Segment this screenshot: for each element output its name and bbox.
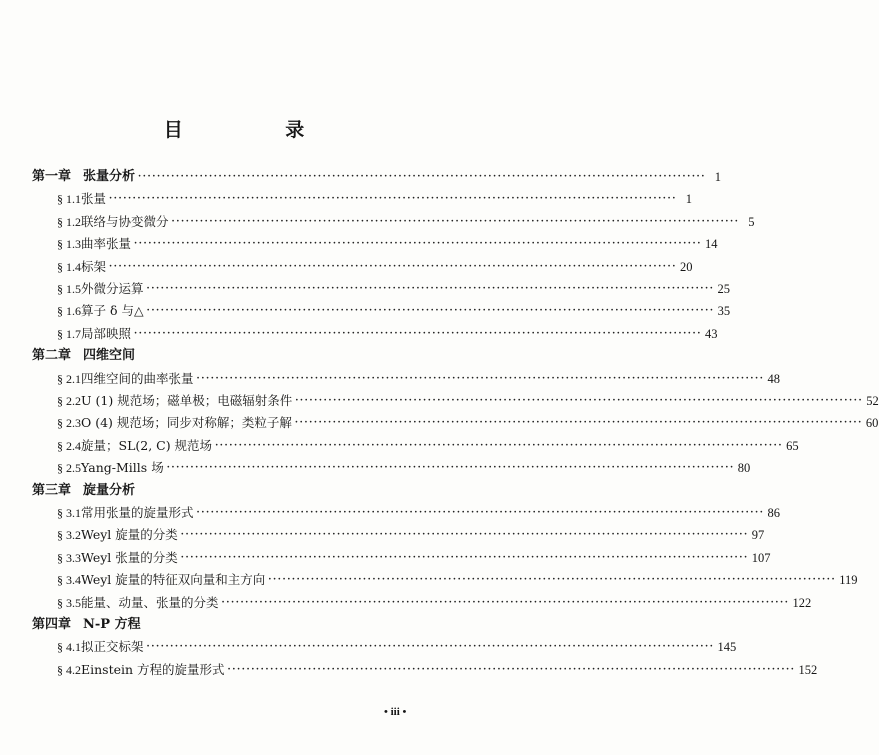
dot-leader: ························································································································: [146, 284, 715, 294]
dot-leader: ························································································································: [295, 396, 864, 406]
section-number: § 2.3: [57, 416, 81, 431]
section-number: § 2.5: [57, 461, 81, 476]
dot-leader: ························································································································: [196, 373, 765, 384]
chapter-heading: [32, 614, 141, 636]
toc-section-row[interactable]: [57, 547, 771, 569]
toc-section-row[interactable]: [57, 412, 879, 434]
dot-leader: ························································································································: [134, 239, 703, 250]
section-title: Einstein 方程的旋量形式: [81, 661, 225, 677]
section-page: 43: [705, 326, 718, 341]
dot-leader: ························································································································: [196, 508, 765, 518]
section-page: 35: [717, 304, 731, 319]
dot-leader: ························································································································: [134, 328, 703, 339]
toc-section-row[interactable]: [57, 502, 781, 524]
section-number: § 1.1: [57, 192, 81, 207]
section-page: 119: [839, 573, 858, 588]
toc-section-row[interactable]: [57, 211, 755, 233]
toc-section-row[interactable]: [57, 592, 812, 614]
toc-chapter-row[interactable]: [32, 614, 432, 636]
section-number: § 1.6: [57, 304, 81, 319]
section-page: 86: [767, 506, 781, 520]
section-number: § 1.3: [57, 237, 81, 252]
section-page: 107: [751, 550, 771, 565]
section-title: 旋量；SL(2, C) 规范场: [81, 437, 213, 453]
toc-chapter-row[interactable]: [32, 345, 432, 367]
section-number: § 2.4: [57, 438, 81, 453]
dot-leader: ························································································································: [180, 530, 749, 541]
section-title: 张量: [81, 191, 107, 207]
section-number: § 3.5: [57, 595, 81, 610]
section-page: 122: [792, 595, 812, 610]
dot-leader: ························································································································: [138, 172, 707, 182]
section-title: 局部映照: [81, 325, 132, 341]
section-number: § 3.1: [57, 506, 81, 520]
section-number: § 4.2: [57, 662, 81, 677]
chapter-heading: [32, 345, 135, 367]
chapter-number: 第三章: [32, 482, 72, 498]
section-page: 145: [717, 640, 737, 655]
section-title: 常用张量的旋量形式: [81, 505, 194, 520]
section-page: 14: [705, 237, 718, 252]
page-number: • iii •: [384, 706, 407, 718]
dot-leader: ························································································································: [268, 575, 837, 586]
section-title: Weyl 旋量的特征双向量和主方向: [81, 572, 266, 588]
section-number: § 1.7: [57, 326, 81, 341]
chapter-title: N-P 方程: [83, 617, 141, 632]
toc-chapter-row[interactable]: [32, 480, 432, 502]
toc-section-row[interactable]: [57, 569, 858, 591]
toc-section-row[interactable]: [57, 368, 781, 390]
section-title: 算子 δ 与△: [81, 303, 144, 319]
dot-leader: ························································································································: [215, 440, 784, 451]
chapter-title: 四维空间: [83, 348, 136, 364]
section-title: 联络与协变微分: [81, 213, 169, 229]
toc-section-row[interactable]: [57, 188, 693, 210]
section-number: § 2.2: [57, 394, 81, 408]
section-page: 152: [798, 662, 818, 677]
section-page: 5: [748, 214, 755, 229]
dot-leader: ························································································································: [221, 597, 790, 608]
section-number: § 4.1: [57, 640, 81, 655]
section-number: § 3.4: [57, 573, 81, 588]
section-number: § 3.2: [57, 528, 81, 543]
section-number: § 1.5: [57, 282, 81, 296]
dot-leader: ························································································································: [146, 306, 715, 317]
chapter-number: 第二章: [32, 348, 72, 364]
toc-title: 目 录: [163, 119, 353, 141]
toc-section-row[interactable]: [57, 300, 731, 322]
toc-section-row[interactable]: [57, 256, 693, 278]
dot-leader: ························································································································: [146, 642, 715, 653]
toc-chapter-row[interactable]: [32, 166, 722, 188]
dot-leader: ························································································································: [227, 664, 796, 675]
chapter-number: 第一章: [32, 169, 72, 184]
chapter-number: 第四章: [32, 617, 72, 632]
section-title: U (1) 规范场；磁单极；电磁辐射条件: [81, 393, 293, 408]
section-page: 60: [865, 416, 879, 431]
section-page: 80: [737, 461, 751, 476]
dot-leader: ························································································································: [109, 261, 678, 272]
section-page: 1: [685, 192, 693, 207]
section-title: 曲率张量: [81, 236, 132, 252]
section-page: 25: [717, 282, 731, 296]
section-title: Yang-Mills 场: [81, 460, 164, 476]
dot-leader: ························································································································: [109, 194, 678, 205]
chapter-heading: [32, 166, 135, 188]
toc-section-row[interactable]: [57, 233, 718, 255]
section-title: Weyl 旋量的分类: [81, 527, 178, 543]
toc-section-row[interactable]: [57, 435, 799, 457]
section-title: O (4) 规范场；同步对称解；类粒子解: [81, 415, 292, 431]
toc-section-row[interactable]: [57, 278, 731, 300]
dot-leader: ························································································································: [294, 418, 863, 429]
section-title: 能量、动量、张量的分类: [81, 594, 219, 610]
chapter-page: 1: [714, 170, 722, 184]
chapter-title: 张量分析: [83, 169, 136, 184]
section-page: 48: [767, 371, 781, 386]
toc-section-row[interactable]: [57, 659, 818, 681]
section-title: Weyl 张量的分类: [81, 549, 178, 565]
section-title: 四维空间的曲率张量: [81, 370, 194, 386]
section-number: § 1.2: [57, 214, 81, 229]
toc-section-row[interactable]: [57, 390, 879, 412]
toc-section-row[interactable]: [57, 323, 718, 345]
section-number: § 2.1: [57, 371, 81, 386]
section-title: 标架: [81, 258, 107, 274]
section-page: 20: [680, 259, 693, 274]
dot-leader: ························································································································: [166, 463, 735, 474]
section-page: 65: [786, 438, 799, 453]
section-title: 拟正交标架: [81, 639, 144, 655]
toc-section-row[interactable]: [57, 636, 737, 658]
dot-leader: ························································································································: [171, 216, 740, 227]
toc-section-row[interactable]: [57, 457, 751, 479]
section-number: § 3.3: [57, 550, 81, 565]
section-page: 97: [751, 528, 765, 543]
section-number: § 1.4: [57, 259, 81, 274]
chapter-title: 旋量分析: [83, 482, 136, 498]
chapter-heading: [32, 480, 135, 502]
section-title: 外微分运算: [81, 281, 144, 296]
section-page: 52: [866, 394, 879, 408]
dot-leader: ························································································································: [180, 552, 749, 563]
toc-section-row[interactable]: [57, 524, 765, 546]
